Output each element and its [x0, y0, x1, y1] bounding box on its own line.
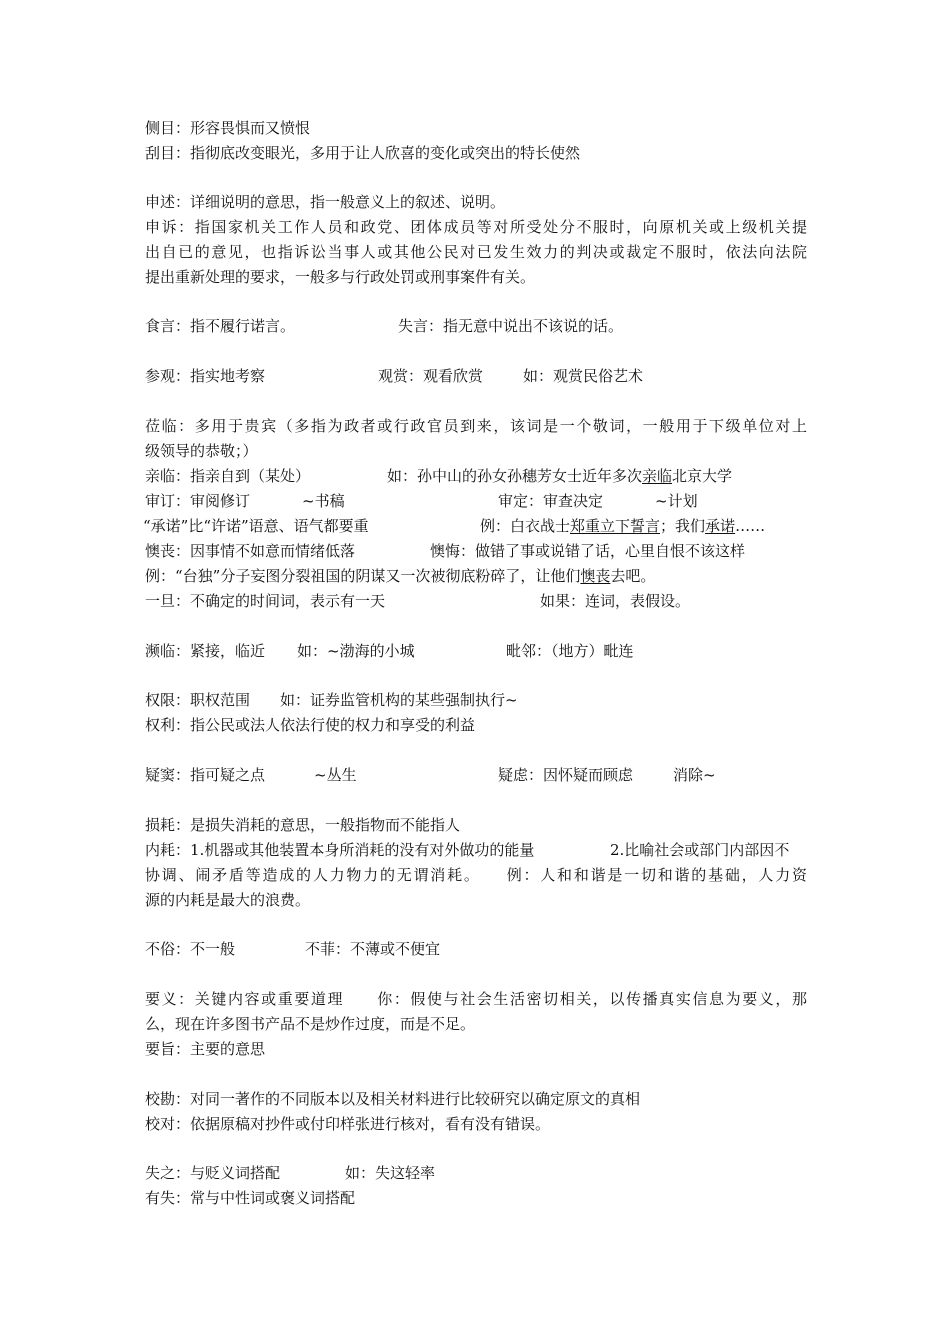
entry-shizhi-example: 如：失这轻率	[345, 1164, 436, 1182]
entry-shensu-line-2: 出自已的意见，也指诉讼当事人或其他公民对已发生效力的判决或裁定不服时，依法向法院	[145, 243, 807, 261]
entry-yaozhi: 要旨：主要的意思	[145, 1040, 266, 1058]
entry-yidan: 一旦：不确定的时间词，表示有一天	[145, 592, 386, 610]
entry-binlin-example: 如：~渤海的小城	[297, 642, 415, 660]
entry-yilv: 疑虑：因怀疑而顾虑	[498, 766, 634, 784]
underlined-word: 懊丧	[580, 567, 611, 585]
entry-yidou-example: ~丛生	[314, 766, 357, 784]
entry-jiaokan: 校勘：对同一著作的不同版本以及相关材料进行比较研究以确定原文的真相	[145, 1090, 641, 1108]
entry-shenshu: 申述：详细说明的意思，指一般意义上的叙述、说明。	[145, 193, 506, 211]
entry-neihao-line-1b: 2.比喻社会或部门内部因不	[610, 841, 790, 859]
entry-quanxian: 权限：职权范围	[145, 691, 251, 709]
entry-chengnuo: “承诺”比“许诺”语意、语气都要重	[143, 517, 369, 535]
entry-canguan: 参观：指实地考察	[145, 367, 266, 385]
entry-guamu: 刮目：指彻底改变眼光，多用于让人欣喜的变化或突出的特长使然	[145, 144, 581, 162]
entry-lilin-line-1: 莅临：多用于贵宾（多指为政者或行政官员到来，该词是一个敬词，一般用于下级单位对上	[145, 417, 807, 435]
entry-aohui: 懊悔：做错了事或说错了话，心里自恨不该这样	[430, 542, 746, 560]
entry-shensu-line-3: 提出重新处理的要求，一般多与行政处罚或刑事案件有关。	[145, 268, 536, 286]
entry-lilin-line-2: 级领导的恭敬；）	[145, 442, 258, 460]
entry-qinlin-example: 如：孙中山的孙女孙穗芳女士近年多次亲临北京大学	[387, 467, 733, 485]
entry-cemu: 侧目：形容畏惧而又愤恨	[145, 119, 311, 137]
entry-shensu-line-1: 申诉：指国家机关工作人员和政党、团体成员等对所受处分不服时，向原机关或上级机关提	[145, 218, 807, 236]
entry-youshi: 有失：常与中性词或褒义词搭配	[145, 1189, 356, 1207]
entry-shending-2: 审定：审查决定	[498, 492, 604, 510]
entry-shending-1-example: ~书稿	[302, 492, 345, 510]
entry-yaoyi-line-1: 要义：关键内容或重要道理 你：假使与社会生活密切相关，以传播真实信息为要义，那	[145, 990, 807, 1008]
underlined-word: 亲临	[642, 467, 673, 485]
underlined-word: 承诺	[705, 517, 736, 535]
entry-aosang: 懊丧：因事情不如意而情绪低落	[145, 542, 356, 560]
entry-sunhao: 损耗：是损失消耗的意思，一般指物而不能指人	[145, 816, 461, 834]
entry-neihao-line-2: 协调、闹矛盾等造成的人力物力的无谓消耗。 例：人和和谐是一切和谐的基础，人力资	[145, 866, 807, 884]
entry-guanshang-example: 如：观赏民俗艺术	[523, 367, 644, 385]
entry-qinlin: 亲临：指亲自到（某处）	[145, 467, 311, 485]
entry-bufei: 不菲：不薄或不便宜	[305, 940, 441, 958]
entry-busu: 不俗：不一般	[145, 940, 236, 958]
underlined-phrase: 郑重立下誓言	[570, 517, 661, 535]
entry-neihao-line-3: 源的内耗是最大的浪费。	[145, 891, 311, 909]
entry-jiaodui: 校对：依据原稿对抄件或付印样张进行核对，看有没有错误。	[145, 1115, 551, 1133]
entry-shizhi: 失之：与贬义词搭配	[145, 1164, 281, 1182]
entry-yaoyi-line-2: 么，现在许多图书产品不是炒作过度，而是不足。	[145, 1015, 476, 1033]
entry-yilv-example: 消除~	[673, 766, 716, 784]
entry-binlin: 濒临：紧接，临近	[145, 642, 266, 660]
entry-shending-2-example: ~计划	[655, 492, 698, 510]
entry-guanshang: 观赏：观看欣赏	[378, 367, 484, 385]
entry-chengnuo-example: 例：白衣战士郑重立下誓言；我们承诺……	[480, 517, 766, 535]
entry-yidou: 疑窦：指可疑之点	[145, 766, 266, 784]
entry-shiyan: 食言：指不履行诺言。	[145, 317, 296, 335]
entry-pilin: 毗邻：（地方）毗连	[506, 642, 634, 660]
entry-neihao-line-1: 内耗：1.机器或其他装置本身所消耗的没有对外做功的能量	[145, 841, 535, 859]
entry-shiyan-2: 失言：指无意中说出不该说的话。	[398, 317, 624, 335]
entry-ruguo: 如果：连词，表假设。	[540, 592, 691, 610]
entry-quanxian-example: 如：证券监管机构的某些强制执行~	[280, 691, 518, 709]
entry-quanli: 权利：指公民或法人依法行使的权力和享受的利益	[145, 716, 476, 734]
entry-shending-1: 审订：审阅修订	[145, 492, 251, 510]
entry-aosang-example: 例：“台独”分子妄图分裂祖国的阴谋又一次被彻底粉碎了，让他们懊丧去吧。	[145, 567, 656, 585]
